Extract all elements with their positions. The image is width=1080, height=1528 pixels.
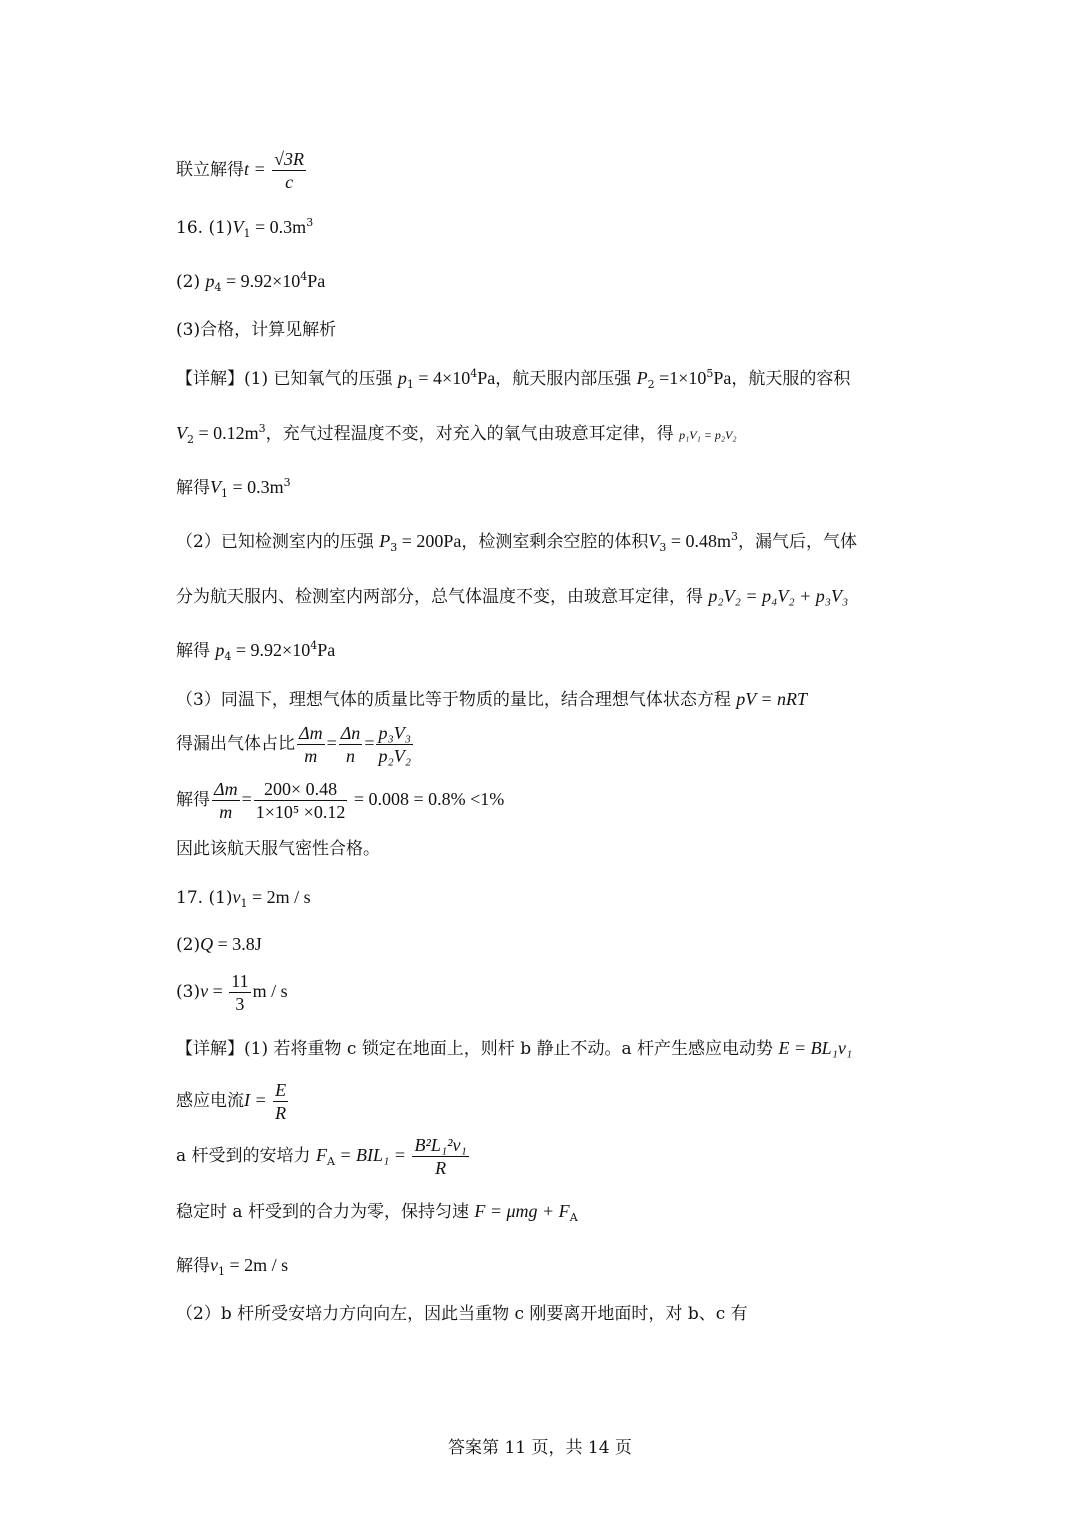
q16-answer-2: (2) $p_4 = 9.92\times 10^4Pa$ — [176, 270, 326, 294]
induced-current-line: 感应电流I = $\frac{E}{R}$ — [176, 1080, 287, 1123]
detail-q17-result-1: 解得$v_1 = 2m / s$ — [176, 1255, 289, 1278]
detail-q16-2: $V_2 = 0.12m^3$，充气过程温度不变，对充入的氧气由玻意耳定律，得 p₁V₁ = p₂V₂ — [176, 422, 737, 446]
detail-q16-5: （3）同温下，理想气体的质量比等于物质的量比，结合理想气体状态方程 pV = nRT — [176, 689, 808, 710]
detail-q17-1: 【详解】(1) 若将重物 c 锁定在地面上，则杆 b 静止不动。a 杆产生感应电动势 E = BL₁v₁ — [176, 1038, 853, 1059]
page-footer: 答案第 11 页，共 14 页 — [448, 1438, 632, 1458]
q17-answer-1: 17. $(1)v_1 = 2m / s$ — [176, 887, 311, 910]
fraction: $\frac{√3R}{c}$ — [274, 149, 305, 192]
conclusion-line: 因此该航天服气密性合格。 — [176, 839, 380, 859]
detail-q16-1: 【详解】(1) 已知氧气的压强 $p_1 = 4\times 10^4Pa$，航天服内部压强 $P_2 =1\times 10^5Pa$，航天服的容积 — [176, 367, 851, 391]
q16-answer-1: 16. $(1)V_1 = 0.3m^3$ — [176, 216, 314, 240]
detail-q16-result-2: 解得 $p_4 = 9.92\times 10^4Pa$ — [176, 639, 336, 663]
q16-answer-3: (3)合格，计算见解析 — [176, 320, 337, 340]
leak-ratio-result: 解得 $\frac{\Delta m}{m}$ = $\frac{200\times 0.48}{\text{1×10⁵ ×0.12}}$ = 0.008 = 0.8% <1% — [176, 779, 505, 822]
detail-q17-2: （2）b 杆所受安培力方向向左，因此当重物 c 刚要离开地面时，对 b、c 有 — [176, 1304, 748, 1324]
ampere-force-line: a 杆受到的安培力 $F_A = BIL_1$ = $\frac{\text{B²L₁²v₁}}{R}$ — [176, 1135, 467, 1178]
detail-q16-result-1: 解得$V_1 = 0.3m^3$ — [176, 476, 291, 500]
leak-ratio-line: 得漏出气体占比 $\frac{\Delta m}{m}$ = $\frac{\Delta n}{n}$ = $\frac{\text{p₃V₃}}{\text{p₂V₂}}$ — [176, 723, 411, 766]
q17-answer-3: (3)v = $\frac{11}{3}$ m / s — [176, 971, 288, 1014]
solve-t-line: 联立解得t = $\frac{√3R}{c}$ — [176, 149, 305, 192]
q17-answer-2: (2)Q = 3.8J — [176, 934, 262, 955]
detail-q16-3: （2）已知检测室内的压强 $P_3 = 200Pa$，检测室剩余空腔的体积$V_3 = 0.48m^3$，漏气后，气体 — [176, 530, 858, 554]
equilibrium-line: 稳定时 a 杆受到的合力为零，保持匀速 $F = \mu mg + F_A$ — [176, 1201, 578, 1224]
detail-q16-4: 分为航天服内、检测室内两部分，总气体温度不变，由玻意耳定律，得 p₂V₂ = p₄V₂ + p₃V₃ — [176, 586, 849, 607]
